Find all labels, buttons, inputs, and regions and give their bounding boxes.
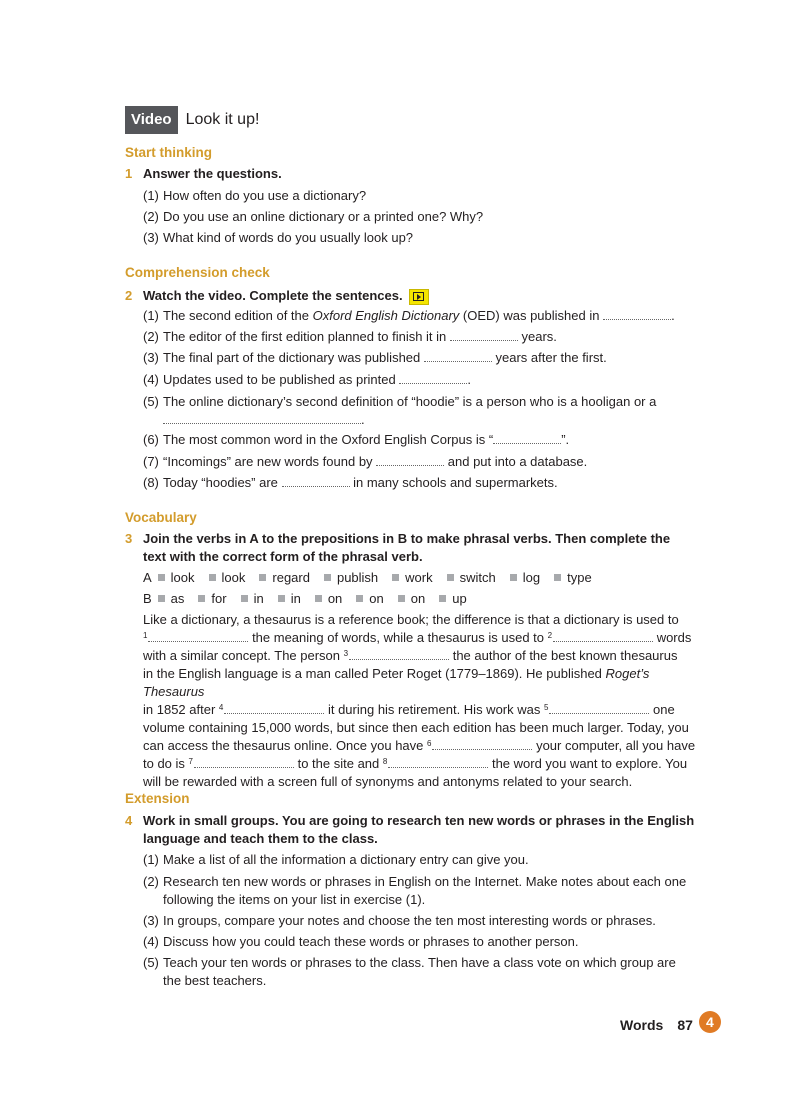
item-number: (2): [143, 329, 159, 344]
bullet-square-icon: [278, 595, 285, 602]
word-item: [510, 570, 540, 585]
item-text: Make a list of all the information a dictionary entry can give you.: [163, 852, 529, 867]
item-text: Discuss how you could teach these words or phrases to another person.: [163, 934, 579, 949]
bullet-square-icon: [510, 574, 517, 581]
word-item: [356, 591, 383, 606]
bullet-square-icon: [554, 574, 561, 581]
text-part: volume containing 15,000 words, but since then each edition has been much larger. Today, you: [143, 720, 689, 735]
item-text: What kind of words do you usually look up?: [163, 230, 414, 245]
item-number: (1): [143, 308, 159, 323]
gap-number: 5: [543, 703, 549, 712]
gap-number: 1: [143, 631, 148, 640]
text-part: the meaning of words, while a thesaurus is used to: [248, 630, 548, 645]
text-part: and put into a database.: [444, 454, 588, 469]
question-number: 1: [125, 166, 133, 181]
answer-blank[interactable]: [224, 701, 324, 714]
question-2: [125, 287, 695, 305]
item-number: (2): [143, 874, 159, 889]
word-item: [259, 570, 310, 585]
text-part: in the English language is a man called Peter Roget (1779–1869). He published: [143, 666, 606, 681]
answer-blank[interactable]: [349, 647, 449, 660]
text-part: can access the thesaurus online. Once you have: [143, 738, 428, 753]
word: switch: [459, 570, 496, 585]
answer-blank[interactable]: [376, 453, 444, 466]
section-extension: Extension: [125, 791, 190, 806]
text-part: with a similar concept. The person: [143, 648, 344, 663]
item-text: [163, 453, 696, 471]
item-number: (8): [143, 475, 159, 490]
question-text: [143, 287, 695, 305]
lesson-header: [125, 106, 259, 134]
text-part: (OED) was published in: [459, 308, 604, 323]
text-part: the author of the best known thesaurus: [449, 648, 678, 663]
word: in: [290, 591, 301, 606]
word-item: [439, 591, 466, 606]
text-part: years.: [517, 329, 557, 344]
bullet-square-icon: [356, 595, 363, 602]
word: type: [567, 570, 592, 585]
word: look: [221, 570, 246, 585]
bullet-square-icon: [198, 595, 205, 602]
section-vocabulary: Vocabulary: [125, 510, 197, 525]
list-item: [143, 393, 698, 427]
text-part: one: [649, 702, 675, 717]
word: regard: [272, 570, 310, 585]
lesson-title: Look it up!: [185, 111, 260, 128]
bullet-square-icon: [315, 595, 322, 602]
answer-blank[interactable]: [282, 474, 350, 487]
bullet-square-icon: [439, 595, 446, 602]
text-part: to the site and: [293, 756, 383, 771]
list-label: B: [143, 591, 152, 606]
item-number: (5): [143, 955, 159, 970]
answer-blank[interactable]: [603, 307, 671, 320]
gap-number: 6: [427, 739, 432, 748]
text-part: to do is: [143, 756, 189, 771]
bullet-square-icon: [259, 574, 266, 581]
page-number: 87: [677, 1017, 693, 1033]
bullet-square-icon: [392, 574, 399, 581]
word: look: [170, 570, 195, 585]
text-part: “Incomings” are new words found by: [163, 454, 377, 469]
list-item: [143, 349, 698, 367]
preposition-list: [143, 591, 481, 606]
chapter-badge: 4: [699, 1011, 721, 1033]
unit-title: Words: [620, 1017, 664, 1033]
item-text: Research ten new words or phrases in English on the Internet. Make notes about each one following the items on your list in exercise (1).: [163, 874, 687, 907]
thesaurus-paragraph: [143, 611, 698, 791]
answer-blank[interactable]: [424, 349, 492, 362]
gap-number: 8: [382, 757, 388, 766]
item-number: (7): [143, 454, 159, 469]
item-number: (1): [143, 188, 159, 203]
text-part: words: [653, 630, 692, 645]
list-item: [143, 208, 698, 226]
text-part: will be rewarded with a screen full of synonyms and antonyms related to your search.: [143, 774, 633, 789]
text-part: in 1852 after: [143, 702, 219, 717]
text-part: The online dictionary’s second definition of “hoodie” is a person who is a hooligan or a: [163, 394, 657, 409]
list-item: [143, 431, 698, 449]
section-start-thinking: Start thinking: [125, 145, 212, 160]
question-text: Answer the questions.: [143, 166, 282, 181]
item-number: (1): [143, 852, 159, 867]
item-text: [163, 393, 696, 429]
word-item: [447, 570, 496, 585]
list-item: [143, 307, 698, 325]
word-item: [398, 591, 425, 606]
answer-blank[interactable]: [549, 701, 649, 714]
text-part: The second edition of the: [163, 308, 313, 323]
text-part: .: [671, 308, 675, 323]
word: for: [211, 591, 227, 606]
gap-number: 7: [188, 757, 193, 766]
answer-blank[interactable]: [432, 737, 532, 750]
item-number: (2): [143, 209, 159, 224]
bullet-square-icon: [158, 595, 165, 602]
text-part: in many schools and supermarkets.: [349, 475, 558, 490]
bullet-square-icon: [447, 574, 454, 581]
bullet-square-icon: [398, 595, 405, 602]
list-item: [143, 229, 698, 247]
item-number: (3): [143, 230, 159, 245]
word: up: [452, 591, 467, 606]
gap-number: 4: [218, 703, 224, 712]
answer-blank[interactable]: [450, 328, 518, 341]
word-item: [554, 570, 592, 585]
item-text: In groups, compare your notes and choose the ten most interesting words or phrases.: [163, 913, 656, 928]
item-number: (3): [143, 913, 159, 928]
word-item: [158, 591, 185, 606]
text-part: it during his retirement. His work was: [324, 702, 544, 717]
item-number: (4): [143, 372, 159, 387]
answer-blank[interactable]: [493, 431, 561, 444]
question-text: Join the verbs in A to the prepositions in B to make phrasal verbs. Then complete the text with the correct form of the phrasal verb.: [143, 531, 671, 564]
bullet-square-icon: [241, 595, 248, 602]
italic-title: Roget’s Thesaurus: [143, 666, 650, 699]
word: on: [369, 591, 384, 606]
gap-number: 2: [547, 631, 553, 640]
question-text: Work in small groups. You are going to research ten new words or phrases in the English language and teach them to the class.: [143, 813, 695, 846]
word-item: [278, 591, 301, 606]
question-number: 2: [125, 288, 133, 303]
word: work: [405, 570, 433, 585]
text-part: The most common word in the Oxford English Corpus is “: [163, 432, 494, 447]
item-number: (4): [143, 934, 159, 949]
text-part: Today “hoodies” are: [163, 475, 282, 490]
item-number: (3): [143, 350, 159, 365]
item-number: (6): [143, 432, 159, 447]
text-part: years after the first.: [491, 350, 607, 365]
answer-blank[interactable]: [553, 629, 653, 642]
section-comprehension: Comprehension check: [125, 265, 270, 280]
word: on: [327, 591, 343, 606]
list-item: [143, 371, 698, 389]
item-text: Teach your ten words or phrases to the class. Then have a class vote on which group are the best teachers.: [163, 955, 676, 988]
word-item: [198, 591, 226, 606]
word-item: [241, 591, 264, 606]
text-part: Like a dictionary, a thesaurus is a reference book; the difference is that a dictionary is used to: [143, 612, 679, 627]
bullet-square-icon: [158, 574, 165, 581]
question-text-content: Watch the video. Complete the sentences.: [143, 288, 403, 303]
item-text: How often do you use a dictionary?: [163, 188, 367, 203]
text-part: .: [361, 412, 365, 427]
gap-number: 3: [343, 649, 349, 658]
word-item: [392, 570, 432, 585]
video-icon[interactable]: [409, 289, 429, 305]
list-item: [143, 933, 698, 951]
list-item: [143, 873, 698, 907]
answer-blank[interactable]: [194, 755, 294, 768]
page-footer: [620, 1014, 721, 1036]
list-item: [143, 187, 698, 205]
question-4: [125, 812, 695, 848]
list-item: [143, 328, 698, 346]
list-item: [143, 912, 698, 930]
question-number: 4: [125, 813, 133, 828]
word: publish: [336, 570, 379, 585]
word: in: [253, 591, 264, 606]
verb-list: [143, 570, 606, 585]
word-item: [315, 591, 342, 606]
answer-blank[interactable]: [163, 411, 361, 424]
bullet-square-icon: [209, 574, 216, 581]
text-part: Updates used to be published as printed: [163, 372, 400, 387]
item-text: Do you use an online dictionary or a printed one? Why?: [163, 209, 484, 224]
question-number: 3: [125, 531, 133, 546]
word: on: [410, 591, 426, 606]
item-text: [163, 349, 696, 367]
answer-blank[interactable]: [399, 371, 467, 384]
text-part: the word you want to explore. You: [488, 756, 688, 771]
word: log: [522, 570, 541, 585]
item-number: (5): [143, 394, 159, 409]
list-item: [143, 954, 698, 988]
bullet-square-icon: [324, 574, 331, 581]
text-part: .: [467, 372, 471, 387]
question-1: [125, 165, 695, 183]
text-part: ”.: [561, 432, 570, 447]
list-item: [143, 474, 698, 492]
word-item: [324, 570, 378, 585]
italic-title: Oxford English Dictionary: [312, 308, 460, 323]
item-text: [163, 474, 696, 492]
word-item: [209, 570, 246, 585]
item-text: [163, 328, 696, 346]
word: as: [170, 591, 185, 606]
text-part: The editor of the first edition planned to finish it in: [163, 329, 450, 344]
item-text: [163, 431, 696, 449]
word-item: [158, 570, 195, 585]
text-part: your computer, all you have: [532, 738, 696, 753]
answer-blank[interactable]: [388, 755, 488, 768]
list-item: [143, 851, 698, 869]
question-3: [125, 530, 695, 566]
answer-blank[interactable]: [148, 629, 248, 642]
list-item: [143, 453, 698, 471]
text-part: The final part of the dictionary was published: [163, 350, 424, 365]
list-label: A: [143, 570, 152, 585]
item-text: [163, 371, 696, 389]
item-text: [163, 307, 696, 325]
video-tag: Video: [125, 106, 178, 134]
